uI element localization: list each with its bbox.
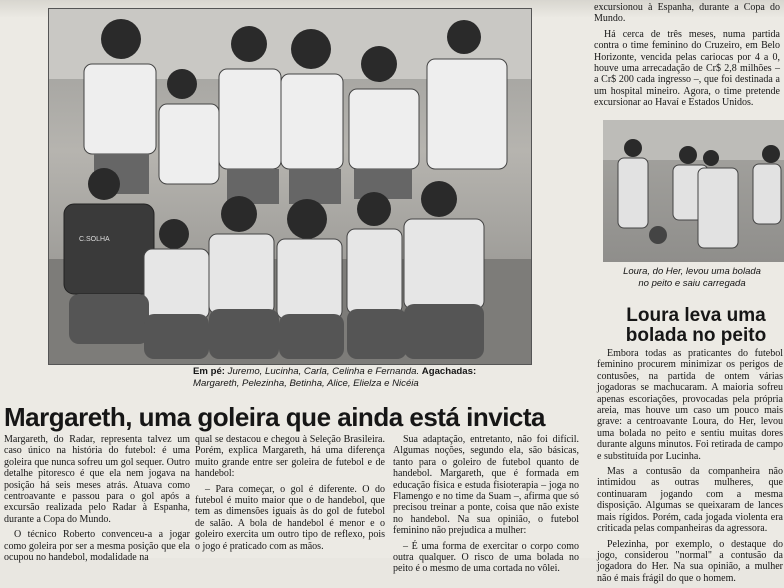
loura-photo xyxy=(603,120,784,262)
loura-photo-illustration xyxy=(603,120,784,262)
loura-photo-caption: Loura, do Her, levou uma bolada no peito e saiu carregada xyxy=(623,266,761,289)
paragraph: excursionou à Espanha, durante a Copa do Mundo. xyxy=(594,2,780,25)
team-photo-illustration xyxy=(49,9,531,364)
caption-kneeling-label: Agachadas: xyxy=(421,366,477,377)
paragraph: – Para começar, o gol é diferente. O do futebol é muito maior que o de handebol, que tem as dimensões iguais às do gol de futebol de salão. A bola de handebol é menor e o goleiro exercita um outro tipo de reflexo, pois o jogo é praticado com as mãos. xyxy=(195,483,385,552)
right-column-top-text xyxy=(594,2,780,113)
paragraph: O técnico Roberto convenceu-a a jogar como goleira por ser a mesma posição que ela ocupou no handebol, modalidade na xyxy=(4,529,190,564)
paragraph: Há cerca de três meses, numa partida contra o time feminino do Cruzeiro, em Belo Horizonte, vencida pelas cariocas por 4 a 0, houve uma arrecadação de Cr$ 2,8 milhões – a Cr$ 200 cada ingresso –, que foi destinada a um hospital mineiro. Agora, o time pretende excursionar ao Havaí e Estados Unidos. xyxy=(594,28,780,109)
article-column-1 xyxy=(4,434,190,567)
paragraph: – É uma forma de exercitar o corpo como outra qualquer. O risco de uma bolada no peito é o mesmo de uma cortada no vôlei. xyxy=(393,540,579,575)
paragraph: Pelezinha, por exemplo, o destaque do jogo, considerou "normal" a contusão da jogadora do Her. Na sua opinião, a mulher não é mais frágil do que o homem. xyxy=(597,538,783,584)
paragraph: Mas a contusão da companheira não intimidou as outras mulheres, que continuaram jogando com a mesma disposição. Algumas se queixaram de lances mais rígidos. Porém, cada jogada violenta era criticada pelas companheiras da agressora. xyxy=(597,466,783,535)
paragraph: qual se destacou e chegou à Seleção Brasileira. Porém, explica Margareth, há uma diferença muito grande entre ser goleira de futebol e de handebol: xyxy=(195,434,385,480)
paragraph: Embora todas as praticantes do futebol feminino procurem minimizar os perigos de contusões, na partida de ontem várias jogadoras se machucaram. A maioria sofreu apenas escoriações, provocadas pela própria areia, mas houve um caso um pouco mais grave: a centroavante Loura, do Her, levou uma bolada no peito e sentiu muitas dores durante alguns minutos. Foi retirada de campo e substituída por Lucinha. xyxy=(597,348,783,462)
right-headline: Loura leva uma bolada no peito xyxy=(625,305,767,346)
article-column-3 xyxy=(393,434,579,579)
article-column-2 xyxy=(195,434,385,556)
jersey-text: C.SOLHA xyxy=(79,236,110,243)
paragraph: Margareth, do Radar, representa talvez um caso único na história do futebol: é uma goleira que nunca sofreu um gol sequer. Outro detalhe pitoresco é que ela nem jogava na posição há seis meses atrás. Atuava como centroavante e passou para o gol após a excursão realizada pelo Radar à Espanha, durante a Copa do Mundo. xyxy=(4,434,190,525)
caption-kneeling-names: Margareth, Pelezinha, Betinha, Alice, Elielza e Nicéia xyxy=(193,378,419,389)
paragraph: Sua adaptação, entretanto, não foi difícil. Algumas noções, segundo ela, são básicas, tanto para o goleiro de futebol quanto de handebol. Margareth, que é formada em educação física e estuda fisioterapia – joga no Flamengo e no time da Suam –, afirma que só precisou treinar a ponte, coisa que não existe no handebol. Na sua opinião, o futebol feminino não prejudica a mulher: xyxy=(393,434,579,537)
right-article-text xyxy=(597,348,783,588)
team-photo xyxy=(48,8,532,365)
main-headline: Margareth, uma goleira que ainda está invicta xyxy=(4,402,546,432)
caption-standing-names: Juremo, Lucinha, Carla, Celinha e Fernanda. xyxy=(225,366,422,377)
team-photo-caption xyxy=(193,366,523,390)
caption-standing-label: Em pé: xyxy=(193,366,225,377)
